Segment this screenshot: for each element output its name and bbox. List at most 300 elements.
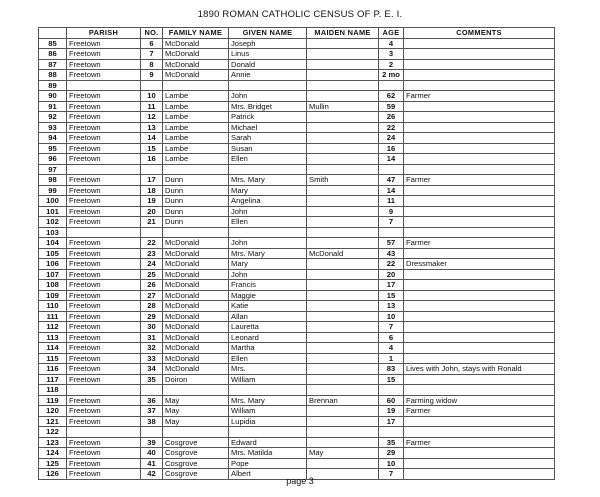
table-row <box>39 437 555 448</box>
age-cell: 83 <box>379 364 404 375</box>
family-name-cell: McDonald <box>163 343 229 354</box>
comments-cell: Lives with John, stays with Ronald <box>404 364 555 375</box>
family-name-cell: McDonald <box>163 301 229 312</box>
maiden-name-cell <box>307 311 379 322</box>
given-name-cell: John <box>229 206 307 217</box>
age-cell: 29 <box>379 448 404 459</box>
no-cell: 42 <box>141 469 163 480</box>
age-cell: 60 <box>379 395 404 406</box>
table-row <box>39 311 555 322</box>
comments-cell <box>404 343 555 354</box>
family-name-cell: McDonald <box>163 70 229 81</box>
no-cell: 38 <box>141 416 163 427</box>
family-name-cell: McDonald <box>163 353 229 364</box>
given-name-cell: John <box>229 91 307 102</box>
parish-cell: Freetown <box>67 133 141 144</box>
given-name-cell: Michael <box>229 122 307 133</box>
no-cell: 40 <box>141 448 163 459</box>
comments-cell <box>404 49 555 60</box>
parish-cell: Freetown <box>67 458 141 469</box>
no-cell: 34 <box>141 364 163 375</box>
comments-cell <box>404 448 555 459</box>
row-number: 99 <box>39 185 67 196</box>
table-row <box>39 374 555 385</box>
no-cell: 20 <box>141 206 163 217</box>
maiden-name-cell <box>307 59 379 70</box>
row-number: 108 <box>39 280 67 291</box>
maiden-name-cell <box>307 196 379 207</box>
family-name-header: FAMILY NAME <box>163 28 229 39</box>
age-cell: 35 <box>379 437 404 448</box>
parish-cell: Freetown <box>67 416 141 427</box>
family-name-cell: McDonald <box>163 364 229 375</box>
given-name-cell: John <box>229 238 307 249</box>
table-row <box>39 301 555 312</box>
comments-cell <box>404 143 555 154</box>
parish-cell: Freetown <box>67 290 141 301</box>
table-row <box>39 217 555 228</box>
comments-cell: Dressmaker <box>404 259 555 270</box>
row-number: 92 <box>39 112 67 123</box>
parish-cell: Freetown <box>67 395 141 406</box>
given-name-cell <box>229 385 307 396</box>
family-name-cell: Lambe <box>163 133 229 144</box>
age-cell <box>379 385 404 396</box>
comments-cell <box>404 206 555 217</box>
family-name-cell: Lambe <box>163 122 229 133</box>
no-cell: 36 <box>141 395 163 406</box>
comments-cell <box>404 196 555 207</box>
maiden-name-cell <box>307 238 379 249</box>
row-number: 96 <box>39 154 67 165</box>
given-name-cell: Mary <box>229 259 307 270</box>
table-row <box>39 343 555 354</box>
age-cell: 19 <box>379 406 404 417</box>
no-header: NO. <box>141 28 163 39</box>
maiden-name-cell <box>307 364 379 375</box>
maiden-name-header: MAIDEN NAME <box>307 28 379 39</box>
table-row <box>39 385 555 396</box>
table-row <box>39 185 555 196</box>
row-number: 110 <box>39 301 67 312</box>
comments-cell <box>404 269 555 280</box>
parish-cell: Freetown <box>67 112 141 123</box>
comments-cell <box>404 164 555 175</box>
no-cell: 13 <box>141 122 163 133</box>
family-name-cell: McDonald <box>163 248 229 259</box>
family-name-cell: Doiron <box>163 374 229 385</box>
no-cell: 26 <box>141 280 163 291</box>
no-cell: 6 <box>141 38 163 49</box>
comments-cell <box>404 38 555 49</box>
family-name-cell <box>163 80 229 91</box>
family-name-cell: Dunn <box>163 185 229 196</box>
row-number: 100 <box>39 196 67 207</box>
family-name-cell: McDonald <box>163 38 229 49</box>
row-number: 107 <box>39 269 67 280</box>
comments-cell <box>404 374 555 385</box>
maiden-name-cell <box>307 374 379 385</box>
comments-header: COMMENTS <box>404 28 555 39</box>
table-row <box>39 353 555 364</box>
parish-cell: Freetown <box>67 143 141 154</box>
row-number: 122 <box>39 427 67 438</box>
age-cell: 57 <box>379 238 404 249</box>
given-name-cell <box>229 164 307 175</box>
comments-cell: Farmer <box>404 437 555 448</box>
given-name-cell: William <box>229 374 307 385</box>
parish-cell: Freetown <box>67 269 141 280</box>
age-cell: 17 <box>379 280 404 291</box>
comments-cell <box>404 301 555 312</box>
row-number: 87 <box>39 59 67 70</box>
parish-cell: Freetown <box>67 70 141 81</box>
row-number: 98 <box>39 175 67 186</box>
given-name-cell: Mrs. Mary <box>229 248 307 259</box>
age-cell: 11 <box>379 196 404 207</box>
table-row <box>39 269 555 280</box>
parish-cell: Freetown <box>67 322 141 333</box>
maiden-name-cell <box>307 49 379 60</box>
row-number: 109 <box>39 290 67 301</box>
table-row <box>39 59 555 70</box>
parish-cell: Freetown <box>67 101 141 112</box>
age-cell: 26 <box>379 112 404 123</box>
table-row <box>39 227 555 238</box>
row-number: 85 <box>39 38 67 49</box>
given-name-cell: Ellen <box>229 217 307 228</box>
maiden-name-cell <box>307 154 379 165</box>
comments-cell <box>404 322 555 333</box>
table-row <box>39 259 555 270</box>
parish-cell: Freetown <box>67 448 141 459</box>
no-cell <box>141 427 163 438</box>
no-cell <box>141 164 163 175</box>
row-number: 88 <box>39 70 67 81</box>
comments-cell <box>404 185 555 196</box>
given-name-cell: Pope <box>229 458 307 469</box>
given-name-header: GIVEN NAME <box>229 28 307 39</box>
parish-cell: Freetown <box>67 406 141 417</box>
no-cell <box>141 80 163 91</box>
no-cell: 8 <box>141 59 163 70</box>
age-cell: 62 <box>379 91 404 102</box>
family-name-cell: Lambe <box>163 154 229 165</box>
parish-cell: Freetown <box>67 437 141 448</box>
table-row <box>39 427 555 438</box>
maiden-name-cell: Brennan <box>307 395 379 406</box>
parish-cell: Freetown <box>67 175 141 186</box>
age-cell: 7 <box>379 469 404 480</box>
table-row <box>39 206 555 217</box>
maiden-name-cell <box>307 290 379 301</box>
family-name-cell: Dunn <box>163 206 229 217</box>
row-number: 112 <box>39 322 67 333</box>
age-cell: 22 <box>379 259 404 270</box>
age-cell: 15 <box>379 290 404 301</box>
row-number: 86 <box>39 49 67 60</box>
table-row <box>39 406 555 417</box>
family-name-cell: Dunn <box>163 196 229 207</box>
table-row <box>39 196 555 207</box>
table-row <box>39 133 555 144</box>
maiden-name-cell <box>307 112 379 123</box>
no-cell: 33 <box>141 353 163 364</box>
age-cell: 16 <box>379 143 404 154</box>
given-name-cell: Sarah <box>229 133 307 144</box>
no-cell: 19 <box>141 196 163 207</box>
family-name-cell: McDonald <box>163 290 229 301</box>
given-name-cell <box>229 427 307 438</box>
maiden-name-cell <box>307 458 379 469</box>
age-cell <box>379 227 404 238</box>
parish-cell: Freetown <box>67 364 141 375</box>
table-row <box>39 175 555 186</box>
comments-cell: Farmer <box>404 91 555 102</box>
given-name-cell: Edward <box>229 437 307 448</box>
given-name-cell: Allan <box>229 311 307 322</box>
family-name-cell: Cosgrove <box>163 448 229 459</box>
table-row <box>39 290 555 301</box>
maiden-name-cell <box>307 385 379 396</box>
no-cell: 7 <box>141 49 163 60</box>
table-row <box>39 143 555 154</box>
given-name-cell: Martha <box>229 343 307 354</box>
row-number: 123 <box>39 437 67 448</box>
age-cell: 7 <box>379 217 404 228</box>
maiden-name-cell <box>307 133 379 144</box>
parish-cell: Freetown <box>67 301 141 312</box>
maiden-name-cell <box>307 206 379 217</box>
given-name-cell: Angelina <box>229 196 307 207</box>
table-row <box>39 122 555 133</box>
comments-cell: Farming widow <box>404 395 555 406</box>
parish-cell: Freetown <box>67 38 141 49</box>
parish-cell <box>67 80 141 91</box>
table-row <box>39 416 555 427</box>
comments-cell: Farmer <box>404 406 555 417</box>
row-number: 111 <box>39 311 67 322</box>
maiden-name-cell <box>307 227 379 238</box>
age-cell: 22 <box>379 122 404 133</box>
parish-cell: Freetown <box>67 353 141 364</box>
row-number: 115 <box>39 353 67 364</box>
row-number: 89 <box>39 80 67 91</box>
given-name-cell: John <box>229 269 307 280</box>
family-name-cell: McDonald <box>163 322 229 333</box>
table-row <box>39 322 555 333</box>
comments-cell <box>404 70 555 81</box>
row-number: 106 <box>39 259 67 270</box>
no-cell: 15 <box>141 143 163 154</box>
no-cell: 12 <box>141 112 163 123</box>
age-cell: 47 <box>379 175 404 186</box>
comments-cell <box>404 416 555 427</box>
given-name-cell: Katie <box>229 301 307 312</box>
row-number: 121 <box>39 416 67 427</box>
given-name-cell: Mrs. Matilda <box>229 448 307 459</box>
given-name-cell <box>229 80 307 91</box>
given-name-cell: Francis <box>229 280 307 291</box>
age-header: AGE <box>379 28 404 39</box>
maiden-name-cell <box>307 185 379 196</box>
table-row <box>39 38 555 49</box>
parish-cell: Freetown <box>67 59 141 70</box>
given-name-cell: Susan <box>229 143 307 154</box>
comments-cell <box>404 101 555 112</box>
table-row <box>39 280 555 291</box>
age-cell: 2 <box>379 59 404 70</box>
parish-cell: Freetown <box>67 185 141 196</box>
table-row <box>39 332 555 343</box>
table-row <box>39 458 555 469</box>
no-cell: 16 <box>141 154 163 165</box>
given-name-cell: Patrick <box>229 112 307 123</box>
row-number: 90 <box>39 91 67 102</box>
no-cell: 25 <box>141 269 163 280</box>
family-name-cell: May <box>163 416 229 427</box>
parish-cell: Freetown <box>67 206 141 217</box>
maiden-name-cell <box>307 217 379 228</box>
comments-cell <box>404 80 555 91</box>
row-number: 97 <box>39 164 67 175</box>
given-name-cell: Albert <box>229 469 307 480</box>
parish-cell <box>67 227 141 238</box>
no-cell: 17 <box>141 175 163 186</box>
parish-cell: Freetown <box>67 248 141 259</box>
comments-cell: Farmer <box>404 238 555 249</box>
family-name-cell: McDonald <box>163 311 229 322</box>
parish-cell: Freetown <box>67 259 141 270</box>
row-number: 119 <box>39 395 67 406</box>
maiden-name-cell <box>307 38 379 49</box>
age-cell: 4 <box>379 38 404 49</box>
row-number: 103 <box>39 227 67 238</box>
comments-cell <box>404 133 555 144</box>
no-cell: 30 <box>141 322 163 333</box>
row-number: 114 <box>39 343 67 354</box>
no-cell <box>141 385 163 396</box>
comments-cell <box>404 332 555 343</box>
age-cell: 4 <box>379 343 404 354</box>
given-name-cell: Lupidia <box>229 416 307 427</box>
maiden-name-cell <box>307 269 379 280</box>
row-number: 124 <box>39 448 67 459</box>
given-name-cell: Donald <box>229 59 307 70</box>
maiden-name-cell <box>307 122 379 133</box>
parish-cell <box>67 385 141 396</box>
parish-cell: Freetown <box>67 49 141 60</box>
age-cell: 17 <box>379 416 404 427</box>
maiden-name-cell <box>307 80 379 91</box>
family-name-cell: McDonald <box>163 259 229 270</box>
table-row <box>39 112 555 123</box>
age-cell: 10 <box>379 311 404 322</box>
age-cell: 14 <box>379 185 404 196</box>
no-cell: 29 <box>141 311 163 322</box>
family-name-cell: May <box>163 406 229 417</box>
table-body <box>39 38 555 479</box>
comments-cell <box>404 458 555 469</box>
parish-cell: Freetown <box>67 343 141 354</box>
comments-cell <box>404 122 555 133</box>
row-number: 116 <box>39 364 67 375</box>
comments-cell <box>404 154 555 165</box>
given-name-cell: Mrs. <box>229 364 307 375</box>
maiden-name-cell <box>307 322 379 333</box>
table-row <box>39 154 555 165</box>
table-row <box>39 238 555 249</box>
age-cell: 20 <box>379 269 404 280</box>
no-cell: 35 <box>141 374 163 385</box>
family-name-cell: McDonald <box>163 49 229 60</box>
parish-cell: Freetown <box>67 280 141 291</box>
given-name-cell: Joseph <box>229 38 307 49</box>
comments-cell <box>404 311 555 322</box>
no-cell: 14 <box>141 133 163 144</box>
comments-cell <box>404 427 555 438</box>
family-name-cell: May <box>163 395 229 406</box>
given-name-cell: Annie <box>229 70 307 81</box>
given-name-cell: Mrs. Bridget <box>229 101 307 112</box>
table-row <box>39 364 555 375</box>
age-cell: 9 <box>379 206 404 217</box>
maiden-name-cell <box>307 416 379 427</box>
given-name-cell: Leonard <box>229 332 307 343</box>
age-cell: 59 <box>379 101 404 112</box>
no-cell: 11 <box>141 101 163 112</box>
no-cell: 21 <box>141 217 163 228</box>
maiden-name-cell <box>307 353 379 364</box>
comments-cell <box>404 280 555 291</box>
parish-cell: Freetown <box>67 122 141 133</box>
maiden-name-cell <box>307 280 379 291</box>
maiden-name-cell: Mullin <box>307 101 379 112</box>
age-cell: 6 <box>379 332 404 343</box>
age-cell: 43 <box>379 248 404 259</box>
comments-cell <box>404 112 555 123</box>
family-name-cell: Lambe <box>163 101 229 112</box>
family-name-cell: Lambe <box>163 91 229 102</box>
parish-cell: Freetown <box>67 91 141 102</box>
comments-cell <box>404 59 555 70</box>
page-number: page 3 <box>286 476 314 486</box>
row-number: 94 <box>39 133 67 144</box>
row-number: 126 <box>39 469 67 480</box>
maiden-name-cell: May <box>307 448 379 459</box>
age-cell: 7 <box>379 322 404 333</box>
family-name-cell: Cosgrove <box>163 437 229 448</box>
row-number: 125 <box>39 458 67 469</box>
no-cell: 31 <box>141 332 163 343</box>
parish-header: PARISH <box>67 28 141 39</box>
family-name-cell <box>163 164 229 175</box>
row-number: 95 <box>39 143 67 154</box>
parish-cell: Freetown <box>67 374 141 385</box>
given-name-cell: Mrs. Mary <box>229 175 307 186</box>
no-cell: 37 <box>141 406 163 417</box>
comments-cell <box>404 290 555 301</box>
given-name-cell: Maggie <box>229 290 307 301</box>
age-cell: 15 <box>379 374 404 385</box>
family-name-cell: Lambe <box>163 143 229 154</box>
age-cell <box>379 80 404 91</box>
table-row <box>39 248 555 259</box>
family-name-cell: McDonald <box>163 238 229 249</box>
given-name-cell: William <box>229 406 307 417</box>
no-cell: 9 <box>141 70 163 81</box>
row-number: 93 <box>39 122 67 133</box>
